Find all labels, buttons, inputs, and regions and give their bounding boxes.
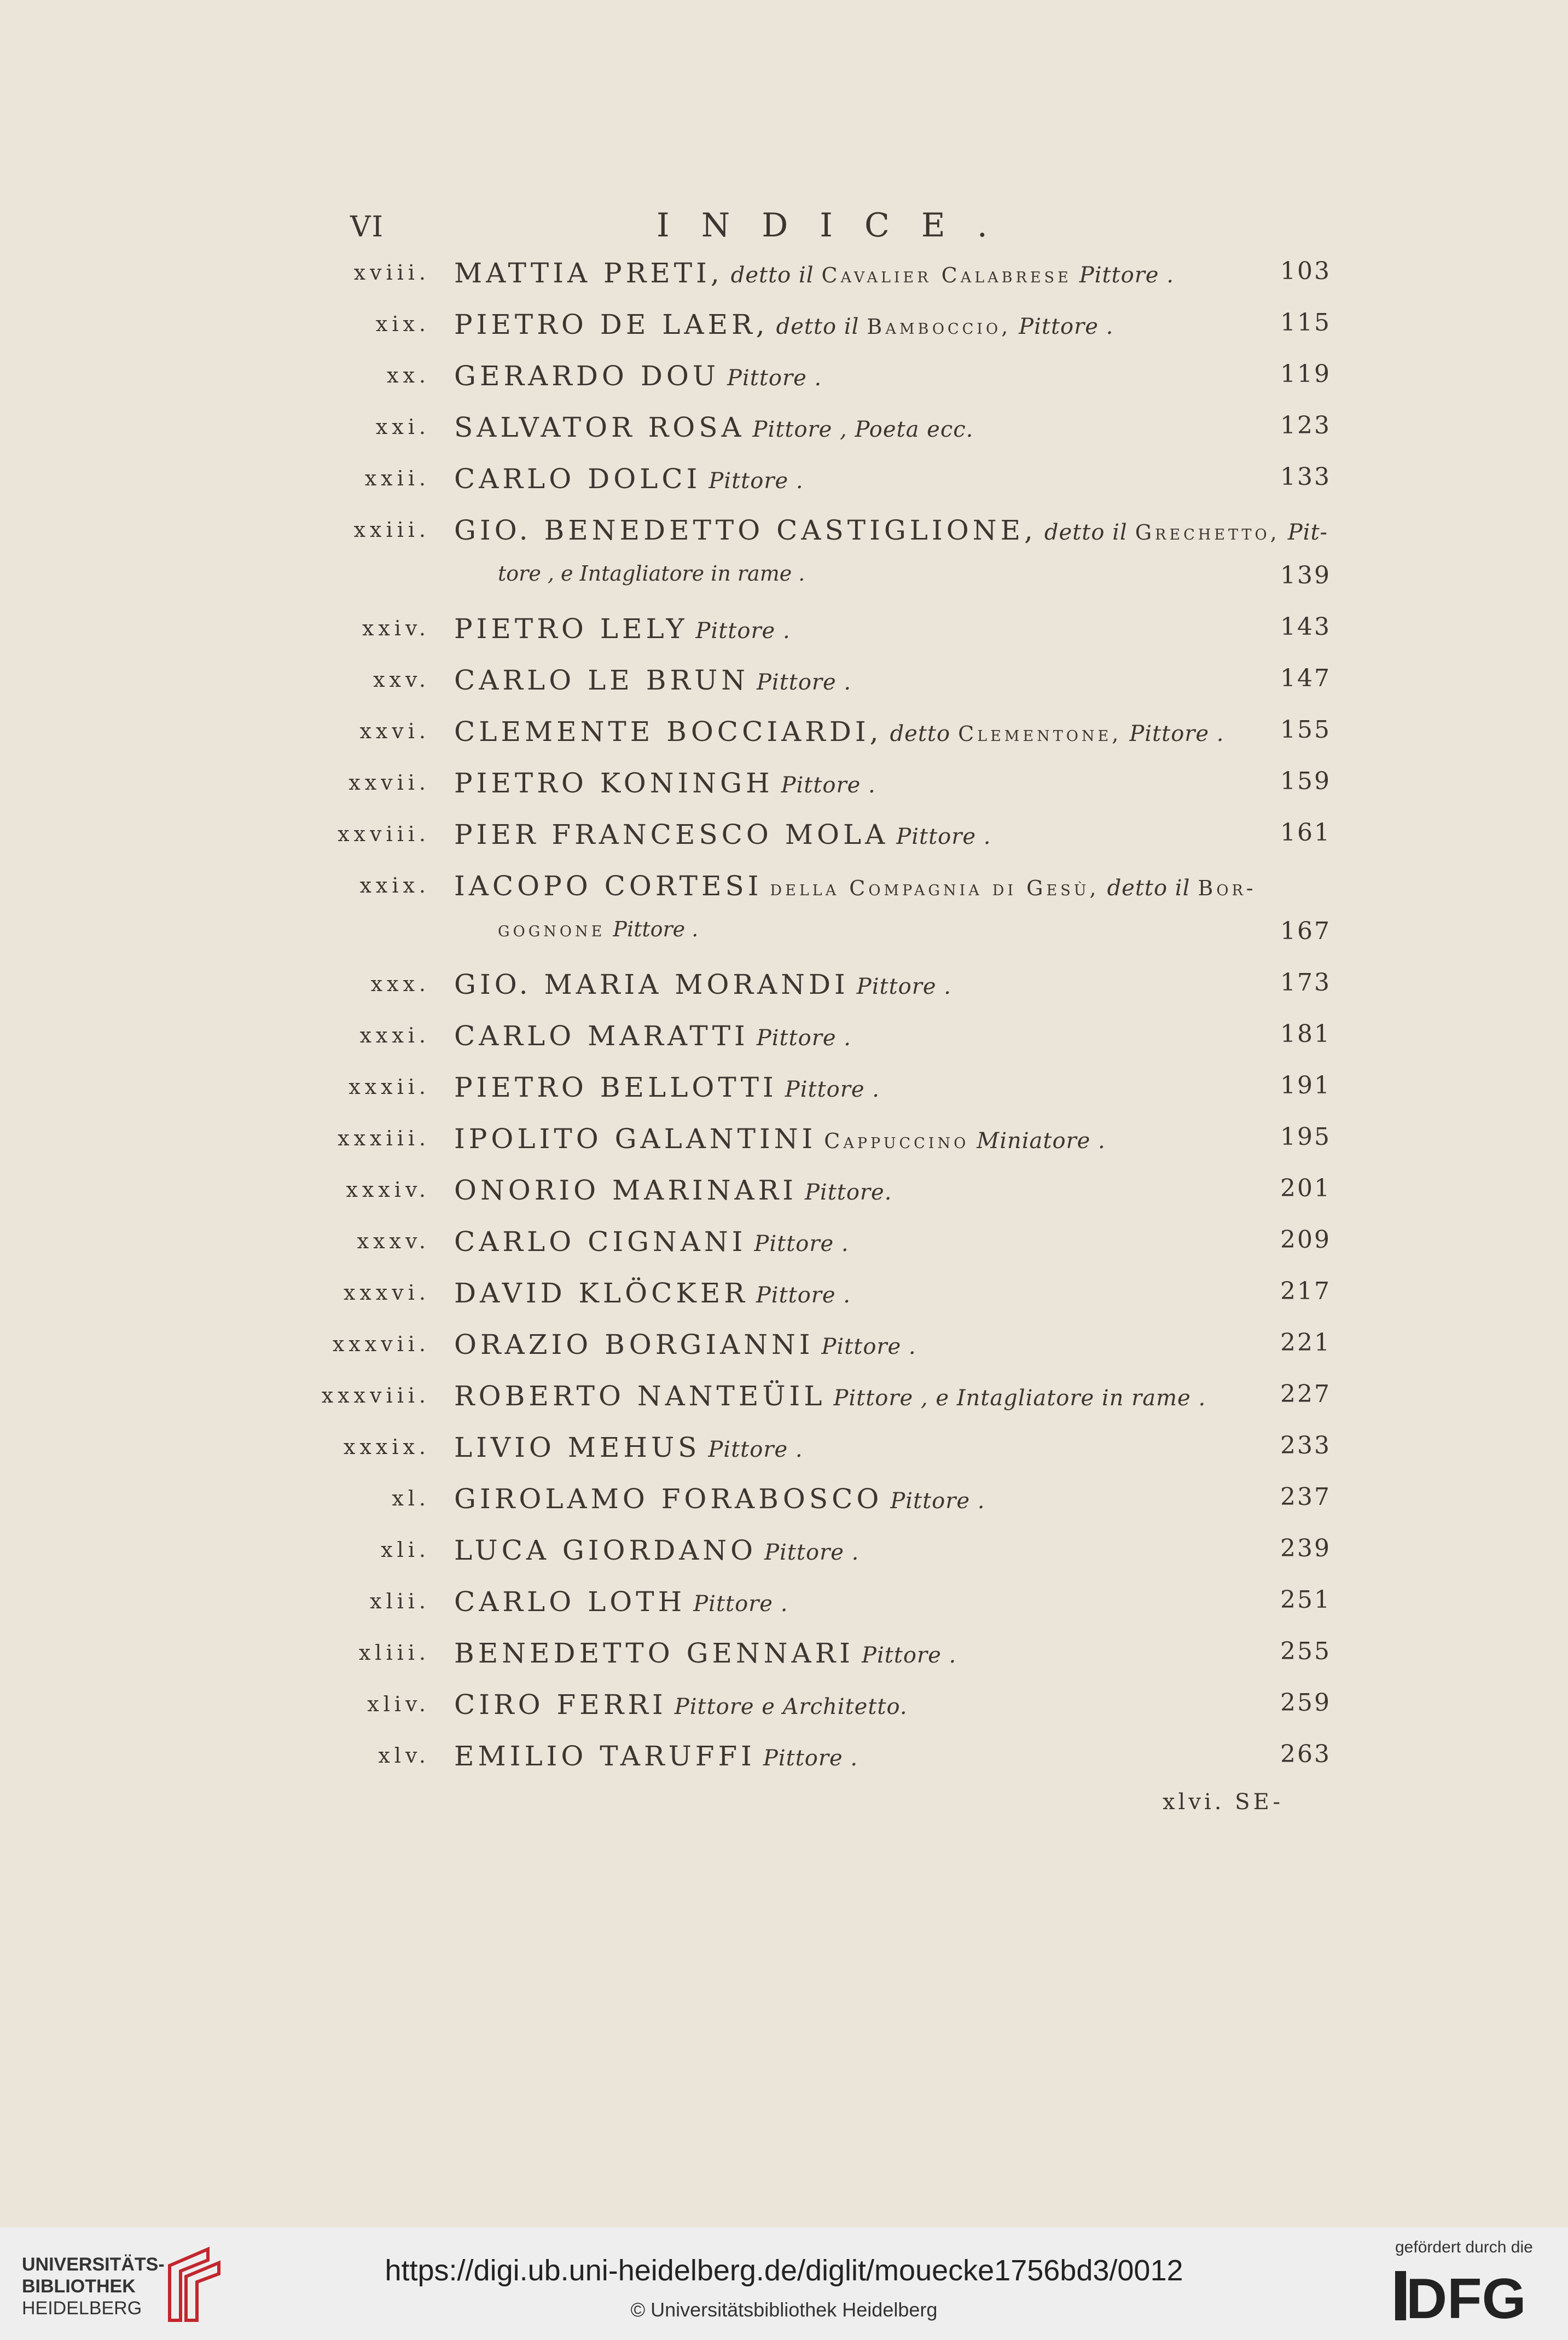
entry-title [454,1534,859,1566]
entry-desc: Pittore , e Intagliatore in rame . [833,1386,1206,1411]
entry-numeral: xx. [387,363,430,387]
svg-text:DFG: DFG [1406,2267,1526,2326]
entry-page-number: 143 [1280,613,1331,641]
entry-page-number: 259 [1280,1689,1331,1717]
entry-name: PIETRO LELY [454,613,688,645]
entry-page-number: 251 [1280,1586,1331,1614]
entry-name: SALVATOR ROSA [454,412,745,443]
entry-sc: Grechetto, [1135,520,1280,545]
entry-continuation [498,561,805,586]
entry-desc: Pittore . [764,1540,860,1565]
entry-cont-sc: gognone [498,917,606,941]
funding-note: gefördert durch die [1395,2238,1533,2256]
entry-name: ROBERTO NANTEÜIL [454,1380,826,1412]
entry-desc: Pittore. [804,1180,892,1205]
entry-title [454,463,804,495]
entry-numeral: xxv. [373,668,430,692]
entry-desc: Pittore . [693,1591,788,1617]
entry-page-number: 133 [1280,463,1331,491]
entry-title [454,412,973,443]
entry-name: GIO. BENEDETTO CASTIGLIONE, [454,514,1037,546]
entry-page-number: 209 [1280,1226,1331,1254]
entry-page-number: 233 [1280,1432,1331,1459]
entry-desc2: detto il [1107,876,1190,901]
entry-title [454,969,951,1000]
dfg-logo [1395,2266,1548,2326]
entry-desc: Pittore . [727,366,822,391]
entry-desc2: Miniatore . [977,1128,1106,1154]
entry-title [454,1123,1106,1155]
entry-desc: Pittore . [756,1026,851,1051]
entry-numeral: xxii. [364,466,430,490]
entry-desc2: Pittore . [1079,263,1174,288]
entry-title [454,1689,908,1721]
entry-numeral: xxvi. [359,719,430,743]
entry-cont-text: Pittore . [613,917,699,941]
entry-page-number: 191 [1280,1071,1331,1099]
entry-name: CARLO CIGNANI [454,1226,747,1258]
entry-numeral: xxxiv. [346,1178,430,1202]
entry-numeral: xxx. [370,972,430,996]
entry-name: ORAZIO BORGIANNI [454,1329,814,1360]
entry-title [454,1380,1206,1412]
entry-cont-text: tore , e Intagliatore in rame . [498,561,805,586]
entry-numeral: xviii. [353,260,430,285]
entry-name: DAVID KLÖCKER [454,1277,748,1309]
entry-name: CARLO DOLCI [454,463,701,495]
entry-title [454,1277,851,1309]
entry-desc: Pittore . [708,1437,803,1462]
entry-page-number: 201 [1280,1174,1331,1202]
entry-numeral: xliii. [358,1641,430,1665]
entry-title [454,309,1113,340]
entry-name: BENEDETTO GENNARI [454,1637,855,1669]
entry-name: GERARDO DOU [454,360,720,392]
entry-name: CARLO MARATTI [454,1020,749,1052]
entry-desc: Pittore , Poeta ecc. [752,417,974,442]
entry-name: LIVIO MEHUS [454,1432,701,1463]
entry-sc: Clementone, [958,722,1122,746]
entry-desc: detto [890,721,951,746]
entry-desc: detto il [1044,520,1128,545]
entry-desc: Pittore . [763,1746,858,1771]
entry-title [454,1637,956,1669]
entry-desc: Pittore . [708,468,804,494]
entry-page-number: 161 [1280,819,1331,847]
entry-name: GIO. MARIA MORANDI [454,969,849,1000]
entry-title [454,514,1328,546]
entry-numeral: xxix. [359,873,430,897]
entry-numeral: xxviii. [338,822,430,846]
entry-title [454,819,991,850]
entry-page-number: 167 [1280,917,1331,945]
entry-title [454,1586,788,1618]
entry-numeral: xxvii. [349,771,430,795]
entry-page-number: 147 [1280,664,1331,692]
entry-numeral: xl. [392,1486,430,1510]
entry-title [454,767,876,799]
entry-page-number: 227 [1280,1380,1331,1408]
entry-title [454,664,851,696]
entry-title [454,613,791,645]
entry-title [454,360,822,392]
entry-numeral: xxxi. [359,1023,430,1047]
entry-numeral: xxxviii. [321,1383,430,1408]
entry-numeral: xxxiii. [338,1126,430,1150]
entry-page-number: 239 [1280,1534,1331,1562]
entry-name: MATTIA PRETI, [454,257,723,289]
running-head [0,206,1568,254]
entry-sc: Cavalier Calabrese [821,263,1072,287]
page-number: VI [350,211,385,244]
entry-page-number: 173 [1280,969,1331,997]
entry-name: CIRO FERRI [454,1689,667,1721]
entry-page-number: 237 [1280,1483,1331,1511]
entry-page-number: 155 [1280,716,1331,744]
entry-page-number: 159 [1280,767,1331,795]
entry-desc2: Pit- [1287,520,1328,545]
library-name-line-1: UNIVERSITÄTS- [22,2254,165,2275]
entry-name: PIER FRANCESCO MOLA [454,819,889,850]
entry-title [454,1740,858,1772]
entry-numeral: xxi. [375,415,430,439]
entry-numeral: xxxv. [357,1229,430,1253]
entry-desc: detto il [776,314,860,339]
entry-desc: Pittore . [890,1488,985,1514]
entry-desc2: Pittore . [1019,314,1114,339]
entry-page-number: 263 [1280,1740,1331,1768]
entry-page-number: 123 [1280,412,1331,439]
entry-desc: Pittore . [821,1334,916,1359]
entry-desc2: Pittore . [1129,721,1224,746]
entry-page-number: 119 [1280,360,1331,388]
entry-desc: detto il [730,263,814,288]
entry-sc2: Bor- [1198,876,1257,900]
page-title: INDICE. [657,206,1019,245]
entry-title [454,1432,803,1463]
entry-numeral: xlii. [370,1589,430,1613]
entry-name: PIETRO DE LAER, [454,309,769,340]
entry-sc: Bamboccio, [867,315,1012,339]
entry-desc: Pittore . [856,974,951,999]
entry-numeral: xlv. [378,1744,430,1768]
entry-desc: Pittore . [756,670,852,695]
entry-numeral: xix. [375,312,430,336]
entry-name: ONORIO MARINARI [454,1174,797,1206]
permalink-url[interactable]: https://digi.ub.uni-heidelberg.de/diglit/mouecke1756bd3/0012 [385,2254,1183,2287]
entry-numeral: xxiv. [362,616,430,640]
catchword: xlvi. SE- [1163,1789,1284,1815]
entry-name: LUCA GIORDANO [454,1534,757,1566]
entry-title [454,1483,985,1515]
entry-title [454,1174,892,1206]
viewer-footer [0,2227,1568,2340]
entry-numeral: xxxvi. [344,1281,430,1305]
entry-page-number: 255 [1280,1637,1331,1665]
entry-numeral: xxxix. [344,1435,430,1459]
entry-continuation [498,917,698,941]
entry-page-number: 221 [1280,1329,1331,1357]
entry-page-number: 217 [1280,1277,1331,1305]
entry-name: IPOLITO GALANTINI [454,1123,817,1155]
entry-name: GIROLAMO FORABOSCO [454,1483,883,1515]
entry-numeral: xli. [381,1538,430,1562]
entry-page-number: 103 [1280,257,1331,285]
entry-page-number: 195 [1280,1123,1331,1151]
entry-desc: Pittore . [862,1643,957,1668]
entry-title [454,716,1224,748]
entry-page-number: 181 [1280,1020,1331,1048]
entry-desc: Pittore . [756,1283,851,1308]
entry-title [454,1020,851,1052]
entry-name: CARLO LOTH [454,1586,686,1618]
library-name-line-3: HEIDELBERG [22,2298,142,2319]
copyright-notice: © Universitätsbibliothek Heidelberg [630,2298,938,2321]
entry-numeral: xliv. [367,1692,430,1716]
entry-name: CARLO LE BRUN [454,664,749,696]
entry-title [454,1226,849,1258]
entry-title [454,1071,880,1103]
entry-desc: Pittore . [896,824,991,849]
entry-title [454,870,1257,902]
entry-name: CLEMENTE BOCCIARDI, [454,716,882,748]
entry-numeral: xxiii. [353,518,430,542]
entry-title [454,257,1174,289]
entry-name: IACOPO CORTESI [454,870,763,902]
dfg-funding [1395,2238,1554,2331]
entry-desc: Pittore . [781,773,876,798]
entry-desc: Pittore e Architetto. [674,1694,908,1719]
entry-desc: Pittore . [754,1231,849,1256]
entry-desc: Pittore . [695,618,791,644]
entry-desc: Pittore . [785,1077,880,1102]
entry-name: EMILIO TARUFFI [454,1740,756,1772]
entry-numeral: xxxvii. [332,1332,430,1356]
entry-sc: Cappuccino [824,1129,969,1153]
entry-name: PIETRO BELLOTTI [454,1071,777,1103]
entry-title [454,1329,916,1360]
entry-page-number: 139 [1280,561,1331,589]
entry-numeral: xxxii. [349,1075,430,1099]
library-name-line-2: BIBLIOTHEK [22,2276,136,2297]
entry-name: PIETRO KONINGH [454,767,774,799]
entry-sc: della Compagnia di Gesù, [770,876,1100,900]
entry-page-number: 115 [1280,309,1331,337]
